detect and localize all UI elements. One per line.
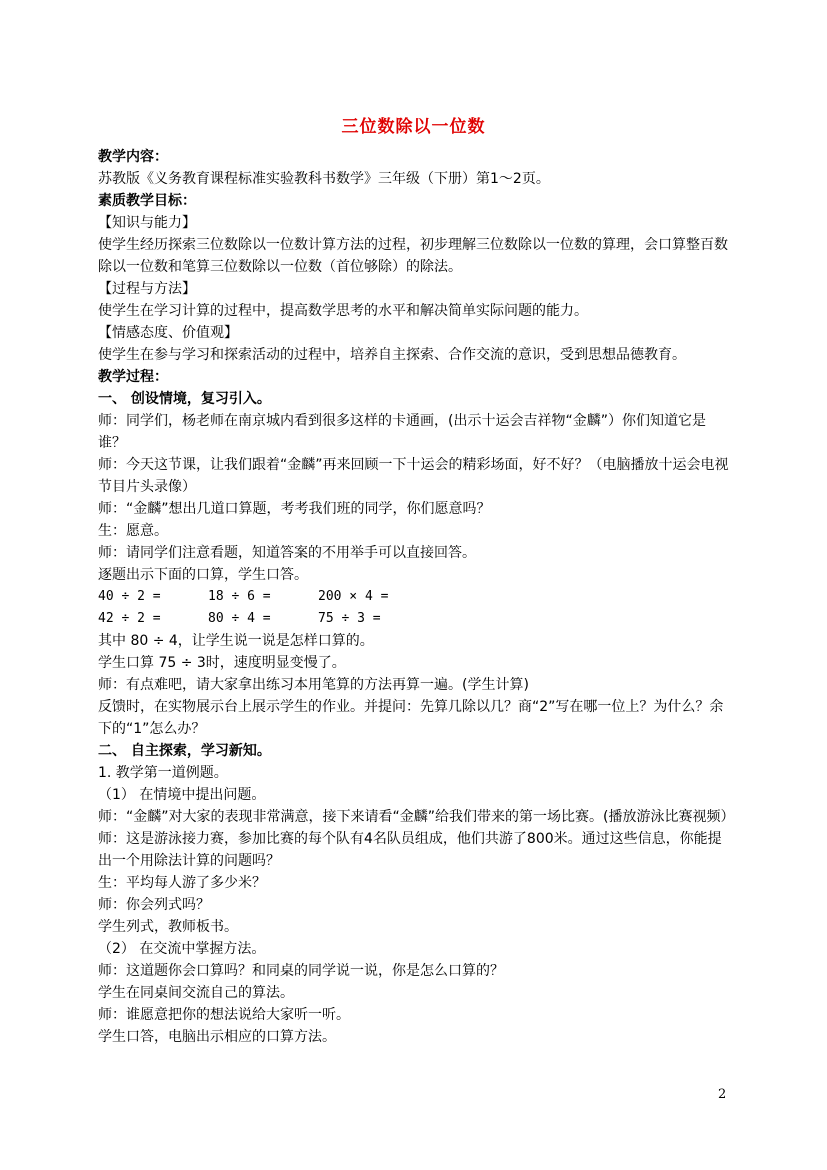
paragraph: 学生在同桌间交流自己的算法。 [98, 985, 294, 1001]
section-heading: 二、 自主探索，学习新知。 [98, 743, 271, 759]
exercise-row [98, 586, 730, 608]
paragraph: 师：今天这节课，让我们跟着“金麟”再来回顾一下十运会的精彩场面，好不好？（电脑播放十运会电视节目片头录像） [98, 457, 729, 495]
heading-goals: 素质教学目标： [98, 193, 196, 209]
heading-process: 教学过程： [98, 369, 168, 385]
section-label: 【情感态度、价值观】 [98, 325, 238, 341]
paragraph: 生：平均每人游了多少米？ [98, 875, 266, 891]
paragraph: 师：有点难吧，请大家拿出练习本用笔算的方法再算一遍。(学生计算) [98, 677, 529, 693]
paragraph: 师：谁愿意把你的想法说给大家听一听。 [98, 1007, 350, 1023]
paragraph: 使学生在学习计算的过程中，提高数学思考的水平和解决简单实际问题的能力。 [98, 303, 588, 319]
document-title: 三位数除以一位数 [341, 117, 486, 137]
paragraph: 师：“金麟”想出几道口算题，考考我们班的同学，你们愿意吗？ [98, 501, 491, 517]
paragraph: （1） 在情境中提出问题。 [98, 787, 266, 803]
paragraph: 师：“金麟”对大家的表现非常满意，接下来请看“金麟”给我们带来的第一场比赛。(播放游泳比赛视频） [98, 809, 735, 825]
exercise: 40 ÷ 2 = [98, 589, 161, 604]
paragraph: 反馈时，在实物展示台上展示学生的作业。并提问：先算几除以几？商“2”写在哪一位上？为什么？余下的“1”怎么办？ [98, 699, 724, 737]
paragraph: 1. 教学第一道例题。 [98, 765, 228, 781]
exercise: 75 ÷ 3 = [318, 611, 381, 626]
paragraph: （2） 在交流中掌握方法。 [98, 941, 266, 957]
paragraph: 师：同学们，杨老师在南京城内看到很多这样的卡通画，(出示十运会吉祥物“金麟”）你们知道它是谁？ [98, 413, 706, 451]
paragraph: 学生列式，教师板书。 [98, 919, 238, 935]
paragraph: 使学生在参与学习和探索活动的过程中，培养自主探索、合作交流的意识，受到思想品德教育。 [98, 347, 686, 363]
exercise-row [98, 608, 730, 630]
document-body [98, 146, 735, 1048]
section-label: 【知识与能力】 [98, 215, 196, 231]
paragraph: 学生口答，电脑出示相应的口算方法。 [98, 1029, 336, 1045]
paragraph: 逐题出示下面的口算，学生口答。 [98, 567, 308, 583]
exercise: 80 ÷ 4 = [208, 611, 271, 626]
paragraph: 使学生经历探索三位数除以一位数计算方法的过程，初步理解三位数除以一位数的算理，会口算整百数除以一位数和笔算三位数除以一位数（首位够除）的除法。 [98, 237, 728, 275]
page-number: 2 [718, 1087, 727, 1102]
section-heading: 一、 创设情境，复习引入。 [98, 391, 271, 407]
paragraph: 师：这道题你会口算吗？和同桌的同学说一说，你是怎么口算的？ [98, 963, 504, 979]
paragraph: 其中 80 ÷ 4，让学生说一说是怎样口算的。 [98, 633, 374, 649]
paragraph: 师：请同学们注意看题，知道答案的不用举手可以直接回答。 [98, 545, 476, 561]
exercise: 200 × 4 = [318, 589, 389, 604]
paragraph: 师：这是游泳接力赛，参加比赛的每个队有4名队员组成，他们共游了800米。通过这些信息，你能提出一个用除法计算的问题吗？ [98, 831, 722, 869]
paragraph: 苏教版《义务教育课程标准实验教科书数学》三年级（下册）第1～2页。 [98, 171, 550, 187]
exercise: 18 ÷ 6 = [208, 589, 271, 604]
section-label: 【过程与方法】 [98, 281, 196, 297]
paragraph: 师：你会列式吗？ [98, 897, 210, 913]
paragraph: 生：愿意。 [98, 523, 168, 539]
exercise: 42 ÷ 2 = [98, 611, 161, 626]
paragraph: 学生口算 75 ÷ 3时，速度明显变慢了。 [98, 655, 346, 671]
heading-content: 教学内容： [98, 149, 168, 165]
